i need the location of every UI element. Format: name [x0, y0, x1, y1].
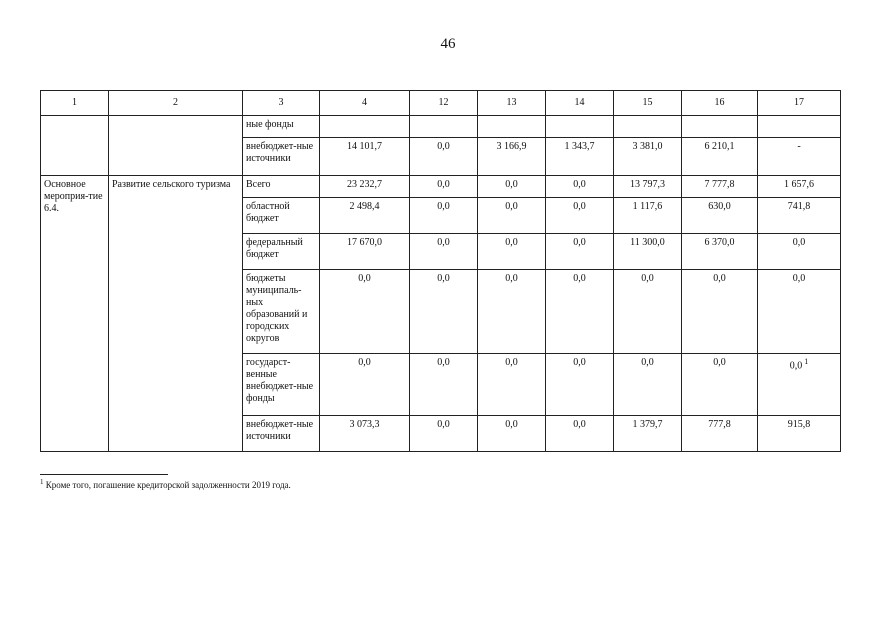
value-cell: 17 670,0 [320, 234, 410, 270]
budget-table [40, 90, 841, 452]
value-cell: 777,8 [682, 416, 758, 452]
value-cell: 23 232,7 [320, 176, 410, 198]
table-row [41, 176, 841, 198]
empty-cell [41, 116, 109, 176]
value-cell: 0,0 [614, 354, 682, 416]
value-cell [410, 116, 478, 138]
value-cell [614, 116, 682, 138]
value-cell [320, 116, 410, 138]
funding-source: бюджеты муниципаль-ных образований и городских округов [243, 270, 320, 354]
value-cell: 0,0 [546, 270, 614, 354]
value-cell [758, 354, 841, 416]
funding-source: государст-венные внебюджет-ные фонды [243, 354, 320, 416]
value-cell: 6 210,1 [682, 138, 758, 176]
footnote-text: Кроме того, погашение кредиторской задолженности 2019 года. [45, 480, 291, 490]
value-cell: 630,0 [682, 198, 758, 234]
footnote [40, 478, 291, 490]
value-cell: 0,0 [758, 270, 841, 354]
funding-source: внебюджет-ные источники [243, 138, 320, 176]
empty-cell [109, 116, 243, 176]
value-cell: 0,0 [410, 176, 478, 198]
value-cell: 1 117,6 [614, 198, 682, 234]
table-row [41, 116, 841, 138]
value-cell: 0,0 [410, 198, 478, 234]
value-cell: 0,0 [682, 354, 758, 416]
value-cell: 0,0 [410, 416, 478, 452]
value-cell [546, 116, 614, 138]
column-header: 17 [758, 91, 841, 116]
value-cell: 0,0 [410, 234, 478, 270]
value-cell: 0,0 [546, 416, 614, 452]
value-cell: 14 101,7 [320, 138, 410, 176]
value-cell: 0,0 [478, 198, 546, 234]
funding-source: областной бюджет [243, 198, 320, 234]
value-cell: 0,0 [478, 416, 546, 452]
value-cell: 741,8 [758, 198, 841, 234]
value-cell: - [758, 138, 841, 176]
footnote-mark: 1 [804, 357, 809, 366]
value-cell: 0,0 [478, 270, 546, 354]
column-header: 1 [41, 91, 109, 116]
value-cell [758, 116, 841, 138]
page-number: 46 [440, 36, 456, 52]
activity-type: Основное мероприя-тие 6.4. [41, 176, 109, 452]
value-cell [682, 116, 758, 138]
value-cell: 0,0 [546, 354, 614, 416]
value-cell: 0,0 [614, 270, 682, 354]
value-cell: 0,0 [546, 234, 614, 270]
value-cell: 0,0 [478, 234, 546, 270]
value-cell: 0,0 [410, 138, 478, 176]
activity-name: Развитие сельского туризма [109, 176, 243, 452]
value-cell: 0,0 [546, 198, 614, 234]
value-cell [478, 116, 546, 138]
footnote-number: 1 [40, 478, 44, 486]
value-cell: 0,0 [320, 354, 410, 416]
value-cell: 0,0 [478, 354, 546, 416]
value-cell: 3 166,9 [478, 138, 546, 176]
value-cell: 915,8 [758, 416, 841, 452]
value-cell: 2 498,4 [320, 198, 410, 234]
footnote-divider [40, 474, 168, 475]
value-cell: 7 777,8 [682, 176, 758, 198]
value-cell: 0,0 [410, 354, 478, 416]
value-cell: 0,0 [682, 270, 758, 354]
header-row [41, 91, 841, 116]
value-cell: 1 657,6 [758, 176, 841, 198]
value-cell: 0,0 [410, 270, 478, 354]
column-header: 16 [682, 91, 758, 116]
value-cell: 11 300,0 [614, 234, 682, 270]
value-cell: 3 381,0 [614, 138, 682, 176]
column-header: 2 [109, 91, 243, 116]
value-cell: 0,0 [478, 176, 546, 198]
funding-source: внебюджет-ные источники [243, 416, 320, 452]
funding-source: ные фонды [243, 116, 320, 138]
value-cell: 3 073,3 [320, 416, 410, 452]
value-cell: 0,0 [758, 234, 841, 270]
value-cell: 0,0 [320, 270, 410, 354]
value-cell: 1 379,7 [614, 416, 682, 452]
column-header: 12 [410, 91, 478, 116]
value-cell: 13 797,3 [614, 176, 682, 198]
column-header: 3 [243, 91, 320, 116]
value-cell: 0,0 [546, 176, 614, 198]
column-header: 13 [478, 91, 546, 116]
value-cell: 1 343,7 [546, 138, 614, 176]
column-header: 15 [614, 91, 682, 116]
funding-source: Всего [243, 176, 320, 198]
column-header: 4 [320, 91, 410, 116]
column-header: 14 [546, 91, 614, 116]
value-text: 0,0 [789, 360, 803, 372]
value-cell: 6 370,0 [682, 234, 758, 270]
funding-source: федеральный бюджет [243, 234, 320, 270]
